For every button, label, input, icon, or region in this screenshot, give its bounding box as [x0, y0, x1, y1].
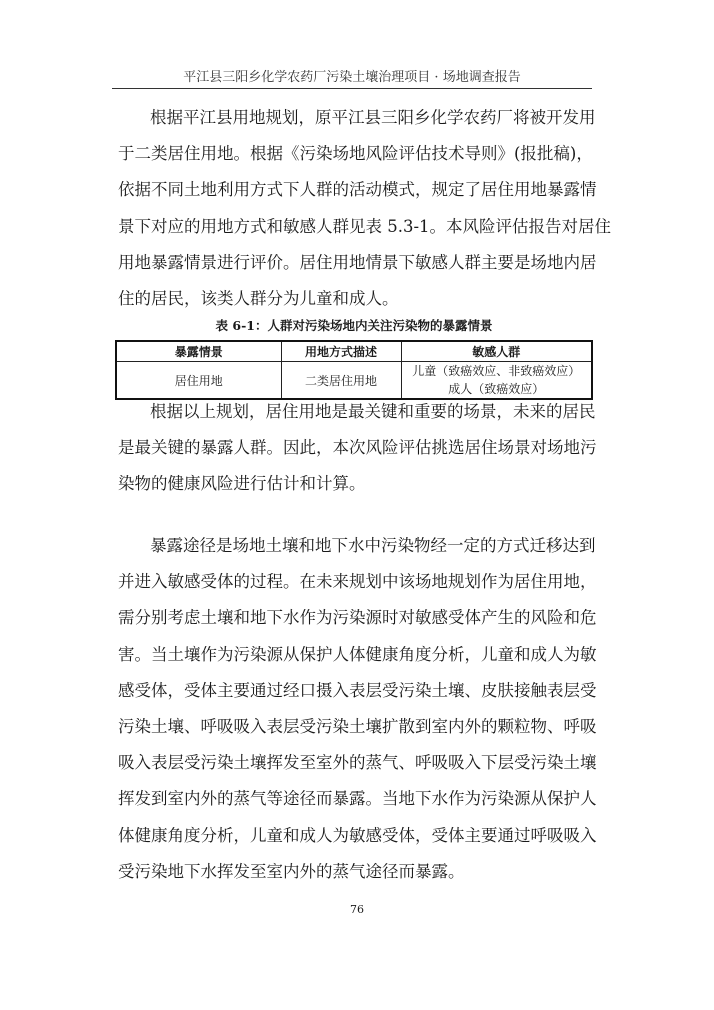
column-header: 敏感人群 [401, 341, 592, 362]
text-line: 并进入敏感受体的过程。在未来规划中该场地规划作为居住用地， [118, 572, 597, 592]
land-use-cell: 二类居住用地 [281, 362, 401, 400]
column-header: 用地方式描述 [281, 341, 401, 362]
population-adults: 成人（致癌效应） [448, 382, 545, 396]
text-line: 受污染地下水挥发至室内外的蒸气途径而暴露。 [118, 861, 465, 881]
text-line: 暴露途径是场地土壤和地下水中污染物经一定的方式迁移达到 [150, 536, 596, 555]
table-header-row [116, 341, 592, 362]
text-line: 住的居民，该类人群分为儿童和成人。 [118, 288, 399, 308]
text-line: 依据不同土地利用方式下人群的活动模式，规定了居住用地暴露情 [118, 180, 597, 200]
text-line: 吸入表层受污染土壤挥发至室外的蒸气、呼吸吸入下层受污染土壤 [118, 753, 597, 773]
paragraph-1 [118, 100, 612, 317]
table-caption: 表 6-1：人群对污染场地内关注污染物的暴露情景 [215, 318, 493, 333]
text-line: 需分别考虑土壤和地下水作为污染源时对敏感受体产生的风险和危 [118, 608, 597, 628]
text-line: 根据以上规划，居住用地是最关键和重要的场景，未来的居民 [150, 402, 596, 421]
scenario-cell: 居住用地 [116, 362, 281, 400]
population-children: 儿童（致癌效应、非致癌效应） [412, 364, 581, 378]
running-header: 平江县三阳乡化学农药厂污染土壤治理项目 · 场地调查报告 [183, 70, 521, 85]
text-line: 根据平江县用地规划，原平江县三阳乡化学农药厂将被开发用 [150, 108, 596, 127]
page-number: 76 [350, 903, 364, 916]
text-line: 挥发到室内外的蒸气等途径而暴露。当地下水作为污染源从保护人 [118, 789, 597, 809]
text-line: 景下对应的用地方式和敏感人群见表 5.3-1。本风险评估报告对居住 [118, 216, 612, 236]
text-line: 害。当土壤作为污染源从保护人体健康角度分析，儿童和成人为敏 [118, 644, 597, 664]
text-line: 体健康角度分析，儿童和成人为敏感受体，受体主要通过呼吸吸入 [118, 825, 597, 845]
text-line: 是最关键的暴露人群。因此，本次风险评估挑选居住场景对场地污 [118, 438, 597, 458]
column-header: 暴露情景 [116, 341, 281, 362]
exposure-scenario-table [115, 340, 593, 400]
text-line: 染物的健康风险进行估计和计算。 [118, 474, 366, 494]
paragraph-3 [118, 528, 597, 890]
paragraph-2 [118, 394, 597, 503]
header-rule [112, 88, 592, 89]
text-line: 于二类居住用地。根据《污染场地风险评估技术导则》(报批稿)， [118, 144, 593, 164]
text-line: 感受体，受体主要通过经口摄入表层受污染土壤、皮肤接触表层受 [118, 680, 597, 700]
text-line: 污染土壤、呼吸吸入表层受污染土壤扩散到室内外的颗粒物、呼吸 [118, 716, 597, 736]
text-line: 用地暴露情景进行评价。居住用地情景下敏感人群主要是场地内居 [118, 252, 597, 272]
